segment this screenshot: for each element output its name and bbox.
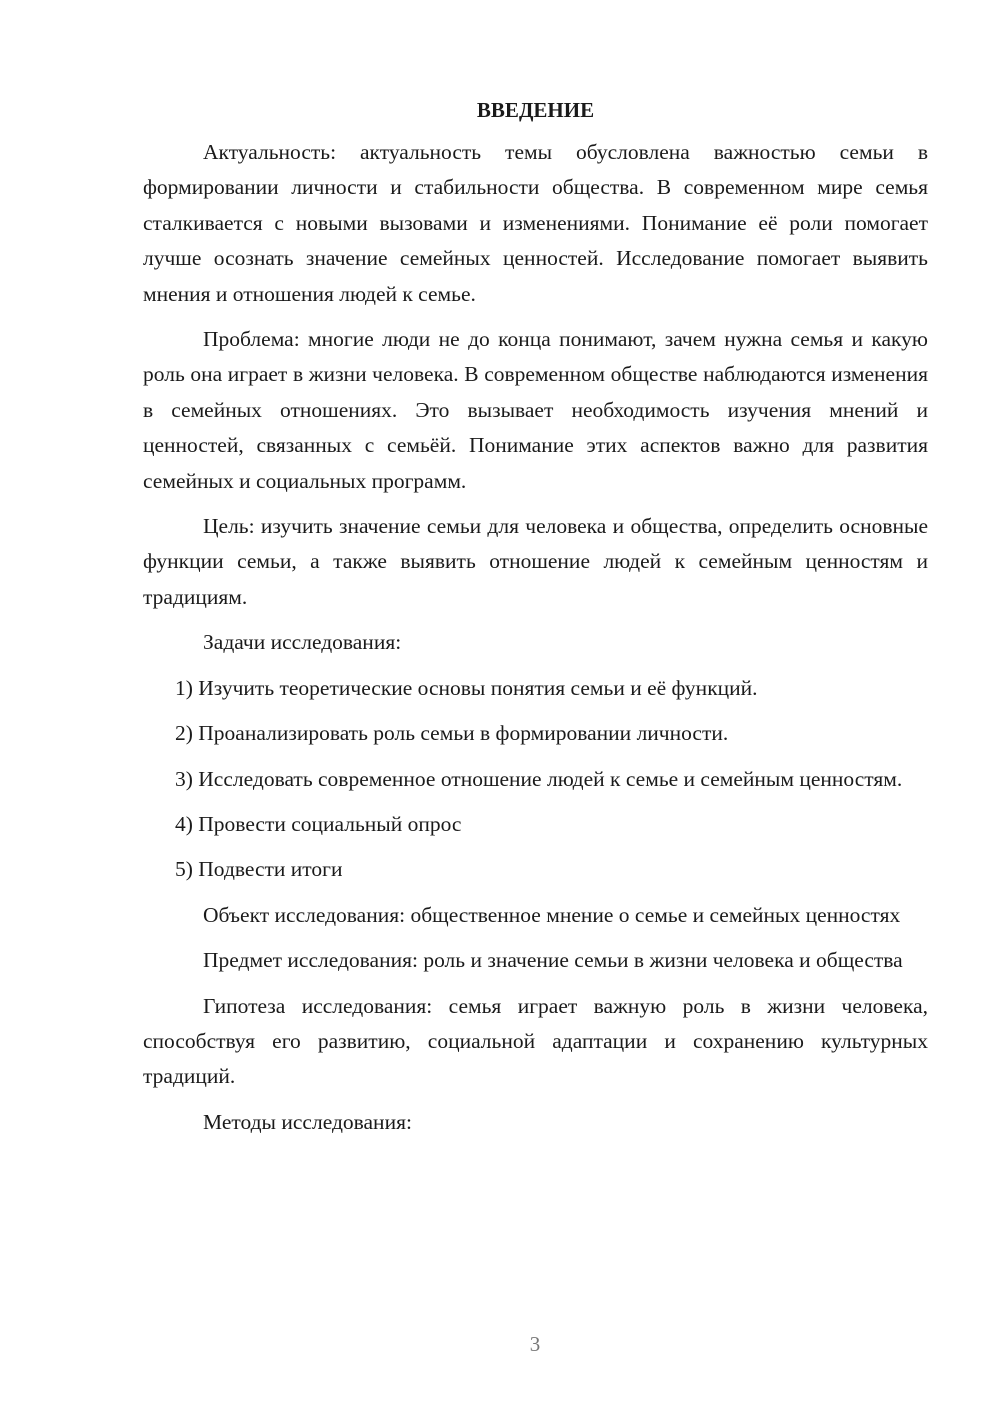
page-number: 3 [529,1332,541,1356]
paragraph-tasks-heading: Задачи исследования: [203,630,402,655]
paragraph-methods: Методы исследования: [203,1109,412,1134]
section-title: ВВЕДЕНИЕ [476,98,595,122]
paragraph-relevance: Актуальность: актуальность темы обусловлена важностью семьи в формировании личности и стабильности общества. В современном мире семья сталкивается с новыми вызовами и изменениями. Понимание её роли помогает лучше осознать значение семейных ценностей. Исследование помогает выявить мнения и отношения людей к семье. [143,140,928,306]
paragraph-hypothesis: Гипотеза исследования: семья играет важную роль в жизни человека, способствуя его развитию, социальной адаптации и сохранению культурных традиций. [143,993,928,1089]
paragraph-object: Объект исследования: общественное мнение о семье и семейных ценностях [203,902,901,927]
task-item-4: 4) Провести социальный опрос [175,811,462,836]
task-item-2: 2) Проанализировать роль семьи в формировании личности. [175,721,729,746]
paragraph-problem: Проблема: многие люди не до конца понимают, зачем нужна семья и какую роль она играет в жизни человека. В современном обществе наблюдаются изменения в семейных отношениях. Это вызывает необходимость изучения мнений и ценностей, связанных с семьёй. Понимание этих аспектов важно для развития семейных и социальных программ. [143,327,928,493]
task-item-1: 1) Изучить теоретические основы понятия семьи и её функций. [175,675,758,700]
paragraph-subject: Предмет исследования: роль и значение семьи в жизни человека и общества [203,948,903,973]
document-page [143,92,928,1150]
task-item-5: 5) Подвести итоги [175,857,343,882]
paragraph-goal: Цель: изучить значение семьи для человека и общества, определить основные функции семьи, а также выявить отношение людей к семейным ценностям и традициям. [143,514,928,609]
task-item-3: 3) Исследовать современное отношение людей к семье и семейным ценностям. [175,766,903,791]
